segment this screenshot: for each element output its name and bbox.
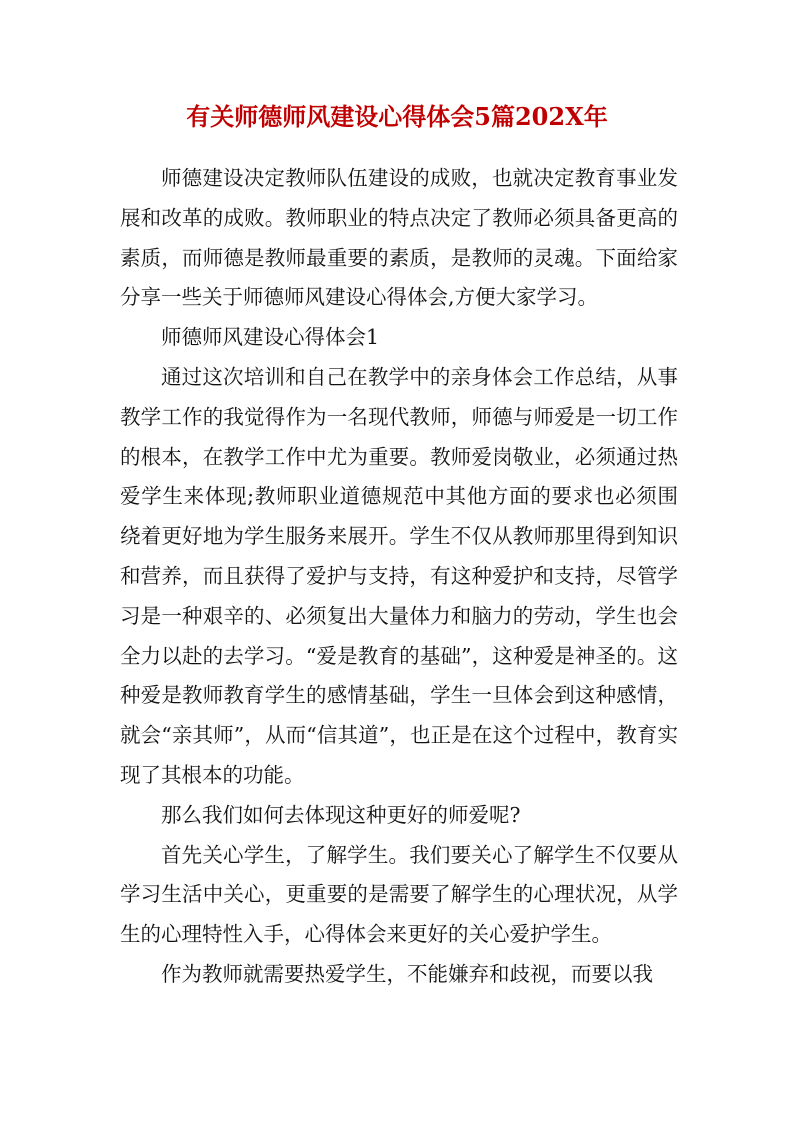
document-title: 有关师德师风建设心得体会5篇202X年: [186, 102, 608, 131]
body-paragraph: 通过这次培训和自己在教学中的亲身体会工作总结，从事教学工作的我觉得作为一名现代教师，师德与师爱是一切工作的根本，在教学工作中尤为重要。教师爱岗敬业，必须通过热爱学生来体现;教师职业道德规范中其他方面的要求也必须围绕着更好地为学生服务来展开。学生不仅从教师那里得到知识和营养，而且获得了爱护与支持，有这种爱护和支持，尽管学习是一种艰辛的、必须复出大量体力和脑力的劳动，学生也会全力以赴的去学习。“爱是教育的基础”，这种爱是神圣的。这种爱是教师教育学生的感情基础，学生一旦体会到这种感情，就会“亲其师”，从而“信其道”，也正是在这个过程中，教育实现了其根本的功能。: [120, 364, 678, 787]
body-paragraph: 作为教师就需要热爱学生，不能嫌弃和歧视，而要以我: [161, 961, 653, 986]
body-paragraph: 首先关心学生，了解学生。我们要关心了解学生不仅要从学习生活中关心，更重要的是需要了解学生的心理状况，从学生的心理特性入手，心得体会来更好的关心爱护学生。: [120, 842, 678, 947]
document-body: [120, 159, 678, 995]
section-heading: 师德师风建设心得体会1: [161, 325, 380, 350]
intro-paragraph: 师德建设决定教师队伍建设的成败，也就决定教育事业发展和改革的成败。教师职业的特点决定了教师必须具备更高的素质，而师德是教师最重要的素质，是教师的灵魂。下面给家分享一些关于师德师风建设心得体会,方便大家学习。: [120, 166, 678, 310]
question-paragraph: 那么我们如何去体现这种更好的师爱呢?: [161, 802, 521, 827]
